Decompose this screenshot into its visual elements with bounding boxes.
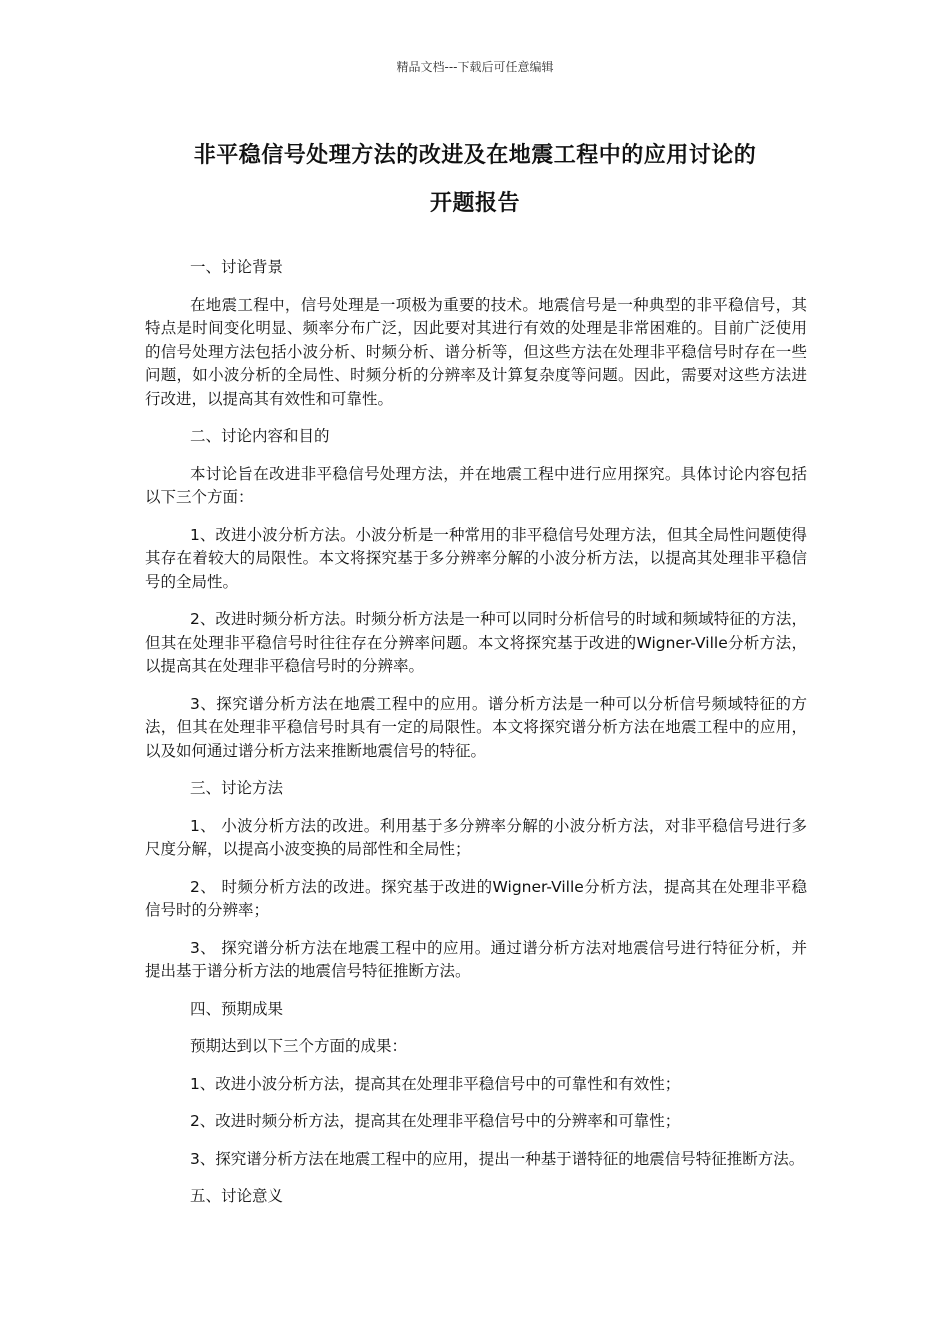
paragraph: 1、 小波分析方法的改进。利用基于多分辨率分解的小波分析方法，对非平稳信号进行多尺度分解，以提高小波变换的局部性和全局性；	[145, 816, 807, 858]
paragraph: 2、 时频分析方法的改进。探究基于改进的Wigner-Ville分析方法，提高其在处理非平稳信号时的分辨率；	[145, 877, 807, 919]
section-heading-background: 一、讨论背景	[189, 258, 283, 276]
paragraph: 2、改进时频分析方法，提高其在处理非平稳信号中的分辨率和可靠性；	[189, 1112, 681, 1130]
document-title	[120, 132, 830, 228]
paragraph: 在地震工程中，信号处理是一项极为重要的技术。地震信号是一种典型的非平稳信号，其特点是时间变化明显、频率分布广泛，因此要对其进行有效的处理是非常困难的。目前广泛使用的信号处理方法包括小波分析、时频分析、谱分析等，但这些方法在处理非平稳信号时存在一些问题，如小波分析的全局性、时频分析的分辨率及计算复杂度等问题。因此，需要对这些方法进行改进，以提高其有效性和可靠性。	[145, 295, 807, 408]
paragraph: 3、探究谱分析方法在地震工程中的应用，提出一种基于谱特征的地震信号特征推断方法。	[189, 1149, 805, 1168]
paragraph: 预期达到以下三个方面的成果：	[189, 1037, 407, 1055]
section-heading-results: 四、预期成果	[189, 999, 283, 1018]
document-body	[145, 256, 807, 1223]
paragraph: 1、改进小波分析方法。小波分析是一种常用的非平稳信号处理方法，但其全局性问题使得其存在着较大的局限性。本文将探究基于多分辨率分解的小波分析方法，以提高其处理非平稳信号的全局性。	[145, 525, 807, 591]
header-note: 精品文档---下载后可任意编辑	[396, 60, 554, 74]
section-heading-method: 三、讨论方法	[189, 779, 283, 797]
paragraph: 3、探究谱分析方法在地震工程中的应用。谱分析方法是一种可以分析信号频域特征的方法，但其在处理非平稳信号时具有一定的局限性。本文将探究谱分析方法在地震工程中的应用，以及如何通过谱分析方法来推断地震信号的特征。	[145, 694, 807, 760]
paragraph: 本讨论旨在改进非平稳信号处理方法，并在地震工程中进行应用探究。具体讨论内容包括以下三个方面：	[145, 464, 807, 506]
section-heading-significance: 五、讨论意义	[189, 1187, 283, 1205]
title-line-1: 非平稳信号处理方法的改进及在地震工程中的应用讨论的	[193, 143, 757, 168]
paragraph: 2、改进时频分析方法。时频分析方法是一种可以同时分析信号的时域和频域特征的方法，但其在处理非平稳信号时往往存在分辨率问题。本文将探究基于改进的Wigner-Ville分析方法，以提高其在处理非平稳信号时的分辨率。	[145, 610, 807, 675]
title-line-2: 开题报告	[429, 191, 520, 216]
paragraph: 1、改进小波分析方法，提高其在处理非平稳信号中的可靠性和有效性；	[189, 1074, 681, 1093]
section-heading-content: 二、讨论内容和目的	[189, 427, 330, 445]
paragraph: 3、 探究谱分析方法在地震工程中的应用。通过谱分析方法对地震信号进行特征分析，并提出基于谱分析方法的地震信号特征推断方法。	[145, 938, 807, 980]
